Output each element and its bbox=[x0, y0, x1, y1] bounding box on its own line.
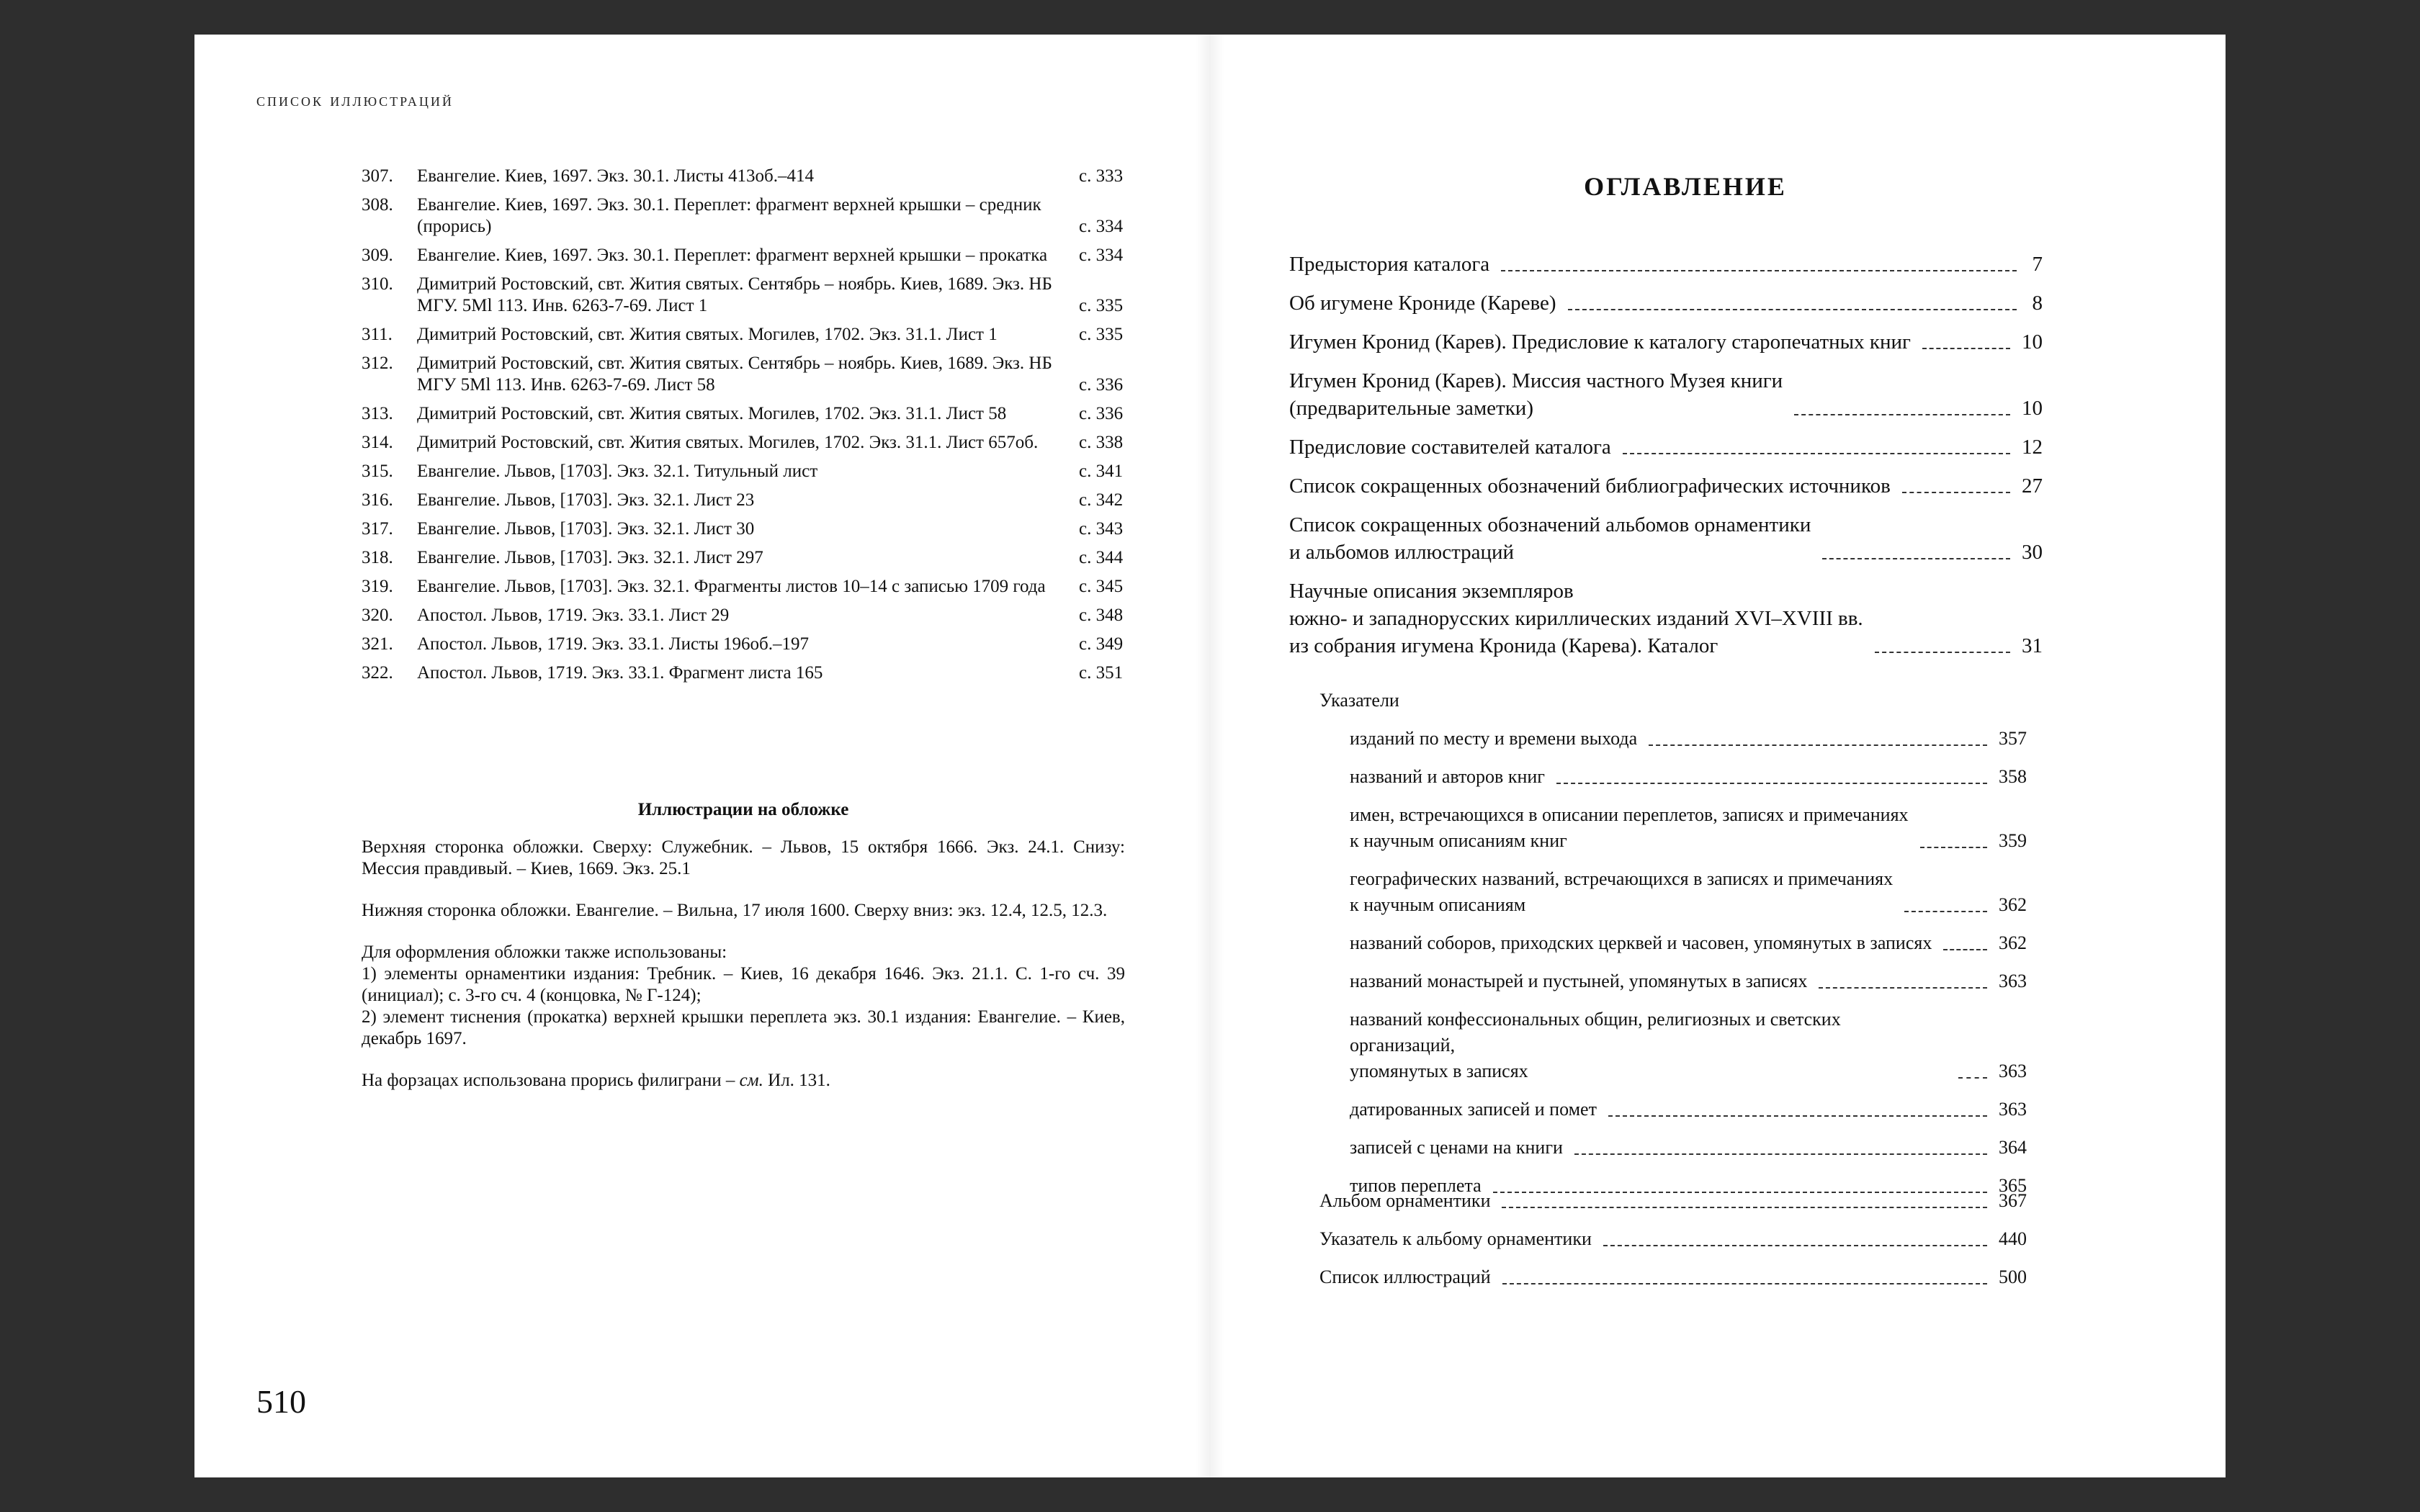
illustration-row bbox=[362, 547, 1125, 569]
toc-entry-title bbox=[1319, 1226, 1592, 1252]
toc-entry-title bbox=[1350, 764, 1545, 790]
toc-dot-leader bbox=[1794, 414, 2010, 415]
toc-page-number: 365 bbox=[1999, 1175, 2027, 1196]
toc-dot-leader bbox=[1902, 492, 2010, 493]
toc-page-number: 358 bbox=[1999, 766, 2027, 787]
illustration-number: 322. bbox=[362, 663, 393, 683]
toc-dot-leader bbox=[1574, 1153, 1987, 1155]
toc-entry bbox=[1289, 433, 2043, 461]
illustration-number: 321. bbox=[362, 634, 393, 654]
toc-entry-line: Игумен Кронид (Карев). Предисловие к каталогу старопечатных книг bbox=[1289, 330, 1911, 354]
toc-dot-leader bbox=[1922, 348, 2010, 349]
illustration-number: 307. bbox=[362, 166, 393, 186]
illustration-page-ref: с. 334 bbox=[1079, 246, 1124, 265]
toc-entry-line: названий конфессиональных общин, религиозных и светских организаций, bbox=[1350, 1009, 1841, 1056]
toc-dot-leader bbox=[1875, 652, 2010, 653]
illustration-page-ref: с. 338 bbox=[1079, 433, 1124, 452]
toc-page-number: 10 bbox=[2022, 397, 2043, 420]
toc-page-number: 363 bbox=[1999, 971, 2027, 991]
toc-dot-leader bbox=[1822, 558, 2010, 559]
illustration-number: 312. bbox=[362, 354, 393, 373]
illustration-caption: Евангелие. Львов, [1703]. Экз. 32.1. Титульный лист bbox=[417, 462, 818, 481]
toc-entry-title bbox=[1289, 328, 1911, 356]
illustration-page-ref: с. 345 bbox=[1079, 577, 1124, 596]
toc-entry-line: названий и авторов книг bbox=[1350, 766, 1545, 787]
toc-entry-title bbox=[1350, 930, 1932, 956]
toc-entry bbox=[1289, 289, 2043, 317]
illustration-row bbox=[362, 605, 1125, 626]
cover-design-item-2: 2) элемент тиснения (прокатка) верхней крышки переплета экз. 30.1 издания: Евангелие. – Киев, декабрь 1697. bbox=[362, 1007, 1125, 1048]
book-spread bbox=[194, 35, 2226, 1477]
illustration-row bbox=[362, 353, 1125, 396]
toc-page-number: 27 bbox=[2022, 474, 2043, 498]
cover-bottom-note: Нижняя сторонка обложки. Евангелие. – Вильна, 17 июля 1600. Сверху вниз: экз. 12.4, 12.5, 12.3. bbox=[362, 901, 1108, 920]
toc-dot-leader bbox=[1904, 911, 1987, 912]
illustration-page-ref: с. 333 bbox=[1079, 166, 1124, 186]
illustration-row bbox=[362, 662, 1125, 684]
toc-entry-title bbox=[1289, 511, 1811, 566]
toc-dot-leader bbox=[1623, 453, 2010, 454]
illustration-number: 308. bbox=[362, 195, 393, 215]
toc-entry-title bbox=[1350, 802, 1909, 854]
toc-entry-line: изданий по месту и времени выхода bbox=[1350, 728, 1638, 749]
toc-entry bbox=[1289, 251, 2043, 278]
toc-entry-title bbox=[1350, 726, 1637, 752]
illustration-page-ref: с. 343 bbox=[1079, 519, 1124, 539]
illustration-caption: Евангелие. Киев, 1697. Экз. 30.1. Переплет: фрагмент верхней крышки – прокатка bbox=[417, 246, 1048, 265]
illustration-page-ref: с. 344 bbox=[1079, 548, 1124, 567]
toc-dot-leader bbox=[1556, 783, 1987, 784]
toc-dot-leader bbox=[1501, 270, 2017, 271]
illustration-page-ref: с. 336 bbox=[1079, 375, 1124, 395]
toc-page-number: 367 bbox=[1999, 1190, 2027, 1211]
toc-entry bbox=[1319, 1226, 2027, 1252]
toc-entry-title bbox=[1289, 289, 1556, 317]
toc-page-number: 363 bbox=[1999, 1061, 2027, 1081]
toc-page-number: 357 bbox=[1999, 728, 2027, 749]
toc-entry-line: Предисловие составителей каталога bbox=[1289, 436, 1611, 459]
toc-page-number: 359 bbox=[1999, 830, 2027, 851]
endpaper-note-text: На форзацах использована прорись филиграни – bbox=[362, 1071, 740, 1090]
toc-dot-leader bbox=[1608, 1115, 1987, 1117]
illustration-row bbox=[362, 432, 1125, 454]
illustration-number: 313. bbox=[362, 404, 393, 423]
toc-page-number: 30 bbox=[2022, 541, 2043, 564]
toc-page-number: 31 bbox=[2022, 634, 2043, 657]
toc-main-entries bbox=[1289, 251, 2043, 671]
illustration-caption: Евангелие. Львов, [1703]. Экз. 32.1. Фрагменты листов 10–14 с записью 1709 года bbox=[417, 577, 1046, 596]
toc-entry-line: названий соборов, приходских церквей и часовен, упомянутых в записях bbox=[1350, 932, 1932, 953]
toc-index-entry bbox=[1350, 930, 2027, 956]
toc-entry-line: Список сокращенных обозначений альбомов орнаментики bbox=[1289, 513, 1811, 536]
illustration-row bbox=[362, 490, 1125, 511]
illustration-row bbox=[362, 461, 1125, 482]
toc-index-entry bbox=[1350, 968, 2027, 994]
toc-page-number: 8 bbox=[2032, 292, 2043, 315]
toc-index-entry bbox=[1350, 1097, 2027, 1122]
right-page bbox=[1210, 35, 2226, 1477]
toc-page-number: 363 bbox=[1999, 1099, 2027, 1120]
toc-entry-line: (предварительные заметки) bbox=[1289, 397, 1533, 420]
illustration-caption: Евангелие. Львов, [1703]. Экз. 32.1. Лист 30 bbox=[417, 519, 755, 539]
illustration-caption: Апостол. Львов, 1719. Экз. 33.1. Лист 29 bbox=[417, 606, 730, 625]
illustration-page-ref: с. 336 bbox=[1079, 404, 1124, 423]
toc-indices-heading: Указатели bbox=[1319, 690, 1399, 711]
toc-index-entry bbox=[1350, 802, 2027, 854]
illustration-caption: Евангелие. Львов, [1703]. Экз. 32.1. Лист 297 bbox=[417, 548, 763, 567]
illustration-caption: Димитрий Ростовский, свт. Жития святых. Сентябрь – ноябрь. Киев, 1689. Экз. НБ МГУ 5Ml 113. Инв. 6263-7-69. Лист 58 bbox=[417, 354, 1052, 395]
cover-illustrations-title: Иллюстрации на обложке bbox=[637, 800, 849, 819]
toc-page-number: 362 bbox=[1999, 894, 2027, 915]
toc-entry-line: и альбомов иллюстраций bbox=[1289, 541, 1515, 564]
book-gutter bbox=[1196, 35, 1224, 1477]
cover-design-intro: Для оформления обложки также использованы: bbox=[362, 942, 727, 962]
illustration-page-ref: с. 349 bbox=[1079, 634, 1124, 654]
illustration-page-ref: с. 348 bbox=[1079, 606, 1124, 625]
toc-entry bbox=[1289, 328, 2043, 356]
toc-entry-line: Научные описания экземпляров bbox=[1289, 580, 1574, 603]
toc-entry-line: Список сокращенных обозначений библиографических источников bbox=[1289, 474, 1891, 498]
toc-page-number: 364 bbox=[1999, 1137, 2027, 1158]
toc-entry-line: Игумен Кронид (Карев). Миссия частного Музея книги bbox=[1289, 369, 1783, 392]
illustration-number: 311. bbox=[362, 325, 393, 344]
toc-page-number: 7 bbox=[2032, 253, 2043, 276]
toc-entry-title bbox=[1289, 433, 1611, 461]
illustration-row bbox=[362, 403, 1125, 425]
illustration-page-ref: с. 351 bbox=[1079, 663, 1124, 683]
illustration-number: 318. bbox=[362, 548, 393, 567]
illustration-number: 319. bbox=[362, 577, 393, 596]
left-page bbox=[194, 35, 1210, 1477]
endpaper-note-ref: Ил. 131. bbox=[763, 1071, 830, 1090]
illustration-number: 315. bbox=[362, 462, 393, 481]
illustrations-list bbox=[362, 166, 1125, 691]
toc-entry-line: имен, встречающихся в описании переплетов, записях и примечаниях bbox=[1350, 804, 1909, 825]
illustration-page-ref: с. 334 bbox=[1079, 217, 1124, 236]
cover-design-note bbox=[362, 942, 1125, 1050]
illustration-number: 316. bbox=[362, 490, 393, 510]
cover-illustrations bbox=[362, 799, 1125, 1112]
illustration-row bbox=[362, 518, 1125, 540]
illustration-caption: Димитрий Ростовский, свт. Жития святых. Могилев, 1702. Экз. 31.1. Лист 657об. bbox=[417, 433, 1039, 452]
toc-entry-line: южно- и западнорусских кириллических изданий XVI–XVIII вв. bbox=[1289, 607, 1863, 630]
toc-entry-title bbox=[1350, 968, 1807, 994]
illustration-caption: Евангелие. Киев, 1697. Экз. 30.1. Переплет: фрагмент верхней крышки – средник (прорись) bbox=[417, 195, 1041, 236]
endpaper-note-see: см. bbox=[739, 1071, 763, 1090]
toc-page-number: 12 bbox=[2022, 436, 2043, 459]
toc-title: ОГЛАВЛЕНИЕ bbox=[1584, 172, 1787, 201]
toc-entry bbox=[1319, 1188, 2027, 1214]
toc-entry-line: к научным описаниям книг bbox=[1350, 830, 1567, 851]
toc-entry-title bbox=[1289, 367, 1783, 422]
illustration-caption: Димитрий Ростовский, свт. Жития святых. Могилев, 1702. Экз. 31.1. Лист 58 bbox=[417, 404, 1007, 423]
toc-entry-line: из собрания игумена Кронида (Карева). Каталог bbox=[1289, 634, 1718, 657]
toc-entry-line: к научным описаниям bbox=[1350, 894, 1526, 915]
toc-entry-title bbox=[1319, 1188, 1490, 1214]
toc-entry-line: датированных записей и помет bbox=[1350, 1099, 1597, 1120]
toc-entry-title bbox=[1350, 1135, 1563, 1161]
toc-entry-line: названий монастырей и пустыней, упомянутых в записях bbox=[1350, 971, 1808, 991]
toc-entry-line: Указатель к альбому орнаментики bbox=[1319, 1228, 1592, 1249]
illustration-caption: Апостол. Львов, 1719. Экз. 33.1. Листы 196об.–197 bbox=[417, 634, 810, 654]
toc-entry-line: типов переплета bbox=[1350, 1175, 1482, 1196]
running-head: список иллюстраций bbox=[256, 91, 454, 110]
toc-entry-line: Об игумене Крониде (Кареве) bbox=[1289, 292, 1556, 315]
illustration-row bbox=[362, 576, 1125, 598]
illustration-caption: Апостол. Львов, 1719. Экз. 33.1. Фрагмент листа 165 bbox=[417, 663, 823, 683]
illustration-row bbox=[362, 324, 1125, 346]
illustration-caption: Димитрий Ростовский, свт. Жития святых. Могилев, 1702. Экз. 31.1. Лист 1 bbox=[417, 325, 998, 344]
illustration-caption: Евангелие. Львов, [1703]. Экз. 32.1. Лист 23 bbox=[417, 490, 755, 510]
toc-dot-leader bbox=[1920, 847, 1987, 848]
toc-entry-title bbox=[1319, 1264, 1491, 1290]
toc-page-number: 362 bbox=[1999, 932, 2027, 953]
toc-index-entry bbox=[1350, 764, 2027, 790]
illustration-page-ref: с. 341 bbox=[1079, 462, 1124, 481]
toc-entry bbox=[1289, 367, 2043, 422]
toc-entry bbox=[1289, 577, 2043, 660]
toc-entry bbox=[1319, 1264, 2027, 1290]
toc-page-number: 10 bbox=[2022, 330, 2043, 354]
page-number: 510 bbox=[256, 1383, 306, 1420]
toc-entry-title bbox=[1289, 472, 1891, 500]
illustration-row bbox=[362, 245, 1125, 266]
toc-index-entry bbox=[1350, 726, 2027, 752]
illustration-number: 320. bbox=[362, 606, 393, 625]
cover-top-note: Верхняя сторонка обложки. Сверху: Служебник. – Львов, 15 октября 1666. Экз. 24.1. Снизу: Мессия правдивый. – Киев, 1669. Экз. 25.1 bbox=[362, 837, 1125, 878]
toc-entry-line: записей с ценами на книги bbox=[1350, 1137, 1563, 1158]
toc-dot-leader bbox=[1943, 949, 1987, 950]
illustration-number: 314. bbox=[362, 433, 393, 452]
toc-entry bbox=[1289, 511, 2043, 566]
toc-entry-title bbox=[1350, 866, 1893, 918]
illustration-row bbox=[362, 166, 1125, 187]
toc-dot-leader bbox=[1958, 1077, 1987, 1079]
illustration-caption: Димитрий Ростовский, свт. Жития святых. Сентябрь – ноябрь. Киев, 1689. Экз. НБ МГУ. 5Ml 113. Инв. 6263-7-69. Лист 1 bbox=[417, 274, 1052, 315]
toc-page-number: 500 bbox=[1999, 1266, 2027, 1287]
endpaper-note bbox=[362, 1070, 1125, 1092]
toc-dot-leader bbox=[1502, 1283, 1987, 1284]
toc-dot-leader bbox=[1819, 987, 1987, 989]
illustration-page-ref: с. 342 bbox=[1079, 490, 1124, 510]
toc-entry-line: Список иллюстраций bbox=[1319, 1266, 1491, 1287]
toc-entry-title bbox=[1289, 577, 1863, 660]
toc-index-entry bbox=[1350, 1135, 2027, 1161]
toc-entry-title bbox=[1350, 1007, 1947, 1084]
toc-dot-leader bbox=[1649, 744, 1987, 746]
illustration-row bbox=[362, 634, 1125, 655]
toc-entry bbox=[1289, 472, 2043, 500]
illustration-page-ref: с. 335 bbox=[1079, 296, 1124, 315]
illustration-number: 310. bbox=[362, 274, 393, 294]
toc-entry-line: Предыстория каталога bbox=[1289, 253, 1490, 276]
toc-dot-leader bbox=[1502, 1207, 1987, 1208]
toc-entry-title bbox=[1289, 251, 1489, 278]
toc-indices-entries bbox=[1350, 726, 2027, 1211]
toc-index-entry bbox=[1350, 1007, 2027, 1084]
illustration-number: 317. bbox=[362, 519, 393, 539]
illustration-page-ref: с. 335 bbox=[1079, 325, 1124, 344]
toc-dot-leader bbox=[1568, 309, 2017, 310]
toc-entry-title bbox=[1350, 1097, 1597, 1122]
toc-tail-entries bbox=[1319, 1188, 2027, 1302]
toc-entry-line: географических названий, встречающихся в записях и примечаниях bbox=[1350, 868, 1894, 889]
toc-page-number: 440 bbox=[1999, 1228, 2027, 1249]
illustration-number: 309. bbox=[362, 246, 393, 265]
illustration-row bbox=[362, 274, 1125, 317]
cover-design-item-1: 1) элементы орнаментики издания: Требник. – Киев, 16 декабря 1646. Экз. 21.1. С. 1-го сч. 39 (инициал); с. 3-го сч. 4 (концовка, № Г-124); bbox=[362, 964, 1125, 1005]
illustration-caption: Евангелие. Киев, 1697. Экз. 30.1. Листы 413об.–414 bbox=[417, 166, 814, 186]
toc-dot-leader bbox=[1603, 1245, 1987, 1246]
toc-entry-line: упомянутых в записях bbox=[1350, 1061, 1528, 1081]
toc-entry-line: Альбом орнаментики bbox=[1319, 1190, 1491, 1211]
illustration-row bbox=[362, 194, 1125, 238]
toc-index-entry bbox=[1350, 866, 2027, 918]
